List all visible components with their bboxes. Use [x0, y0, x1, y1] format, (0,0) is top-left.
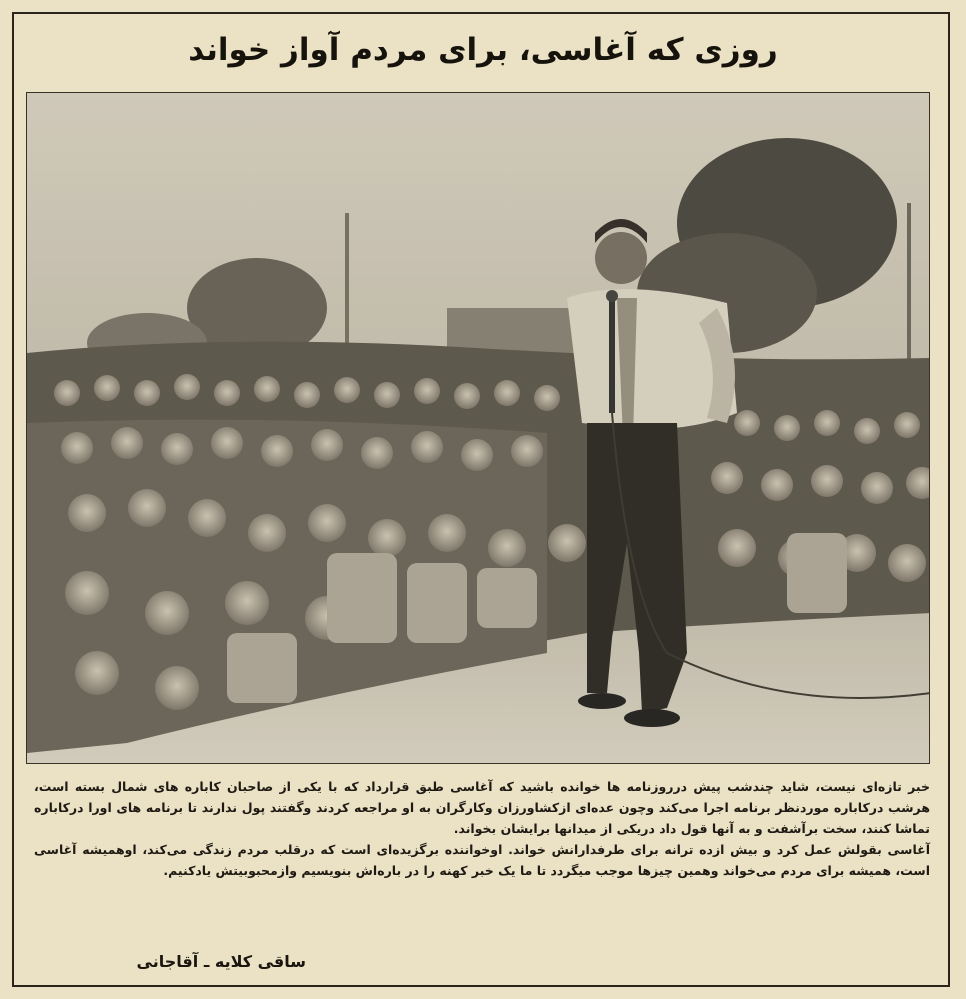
article-photo	[26, 92, 930, 764]
article-paragraph-1: خبر تازه‌ای نیست، شاید چندشب پیش درروزنامه ها خوانده باشید که آغاسی طبق قرارداد که با یکی از صاحبان کاباره های شمال بسته است، هرشب درکاباره موردنظر برنامه اجرا می‌کند وچون عده‌ای ازکشاورزان وکارگران به او مراجعه کردند وگفتند پول ندارند تا برنامه های اورا درکاباره تماشا کنند، سخت برآشفت و به آنها قول داد دریکی از میدانها برایشان بخواند.	[34, 779, 930, 836]
photo-illustration	[27, 93, 930, 764]
article-byline: ساقی کلایه ـ آقاجانی	[136, 952, 306, 971]
article-body	[34, 776, 930, 936]
margin-marks	[956, 370, 964, 590]
article-headline: روزی که آغاسی، برای مردم آواز خواند	[188, 32, 778, 68]
article-paragraph-2: آغاسی بقولش عمل کرد و بیش ازده ترانه برای طرفدارانش خواند. اوخواننده برگزیده‌ای است که درقلب مردم زندگی می‌کند، اوهمیشه آغاسی است، همیشه برای مردم می‌خواند وهمین چیزها موجب میگردد تا ما یک خبر کهنه را در باره‌اش بنویسیم وازمحبوبیتش یادکنیم.	[34, 842, 930, 878]
